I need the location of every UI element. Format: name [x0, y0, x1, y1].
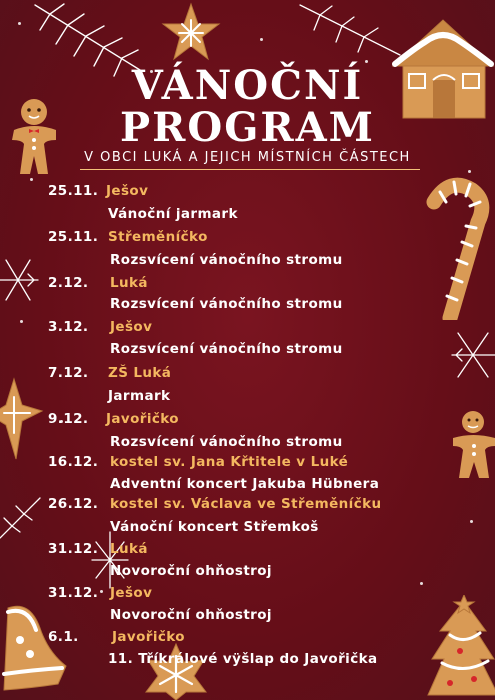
event-date: 3.12. — [48, 319, 89, 335]
event-place: kostel sv. Jana Křtitele v Luké — [110, 454, 349, 470]
event-desc-row — [0, 434, 495, 454]
poster-title-line1: VÁNOČNÍ — [131, 62, 364, 109]
event-row — [0, 183, 495, 203]
event-date: 31.12. — [48, 541, 99, 557]
poster-subtitle: V OBCI LUKÁ A JEJICH MÍSTNÍCH ČÁSTECH — [84, 150, 411, 165]
event-row — [0, 585, 495, 605]
event-desc-row — [0, 252, 495, 272]
event-desc-row — [0, 206, 495, 226]
event-desc-row — [0, 296, 495, 316]
event-place: kostel sv. Václava ve Střeměníčku — [110, 496, 382, 512]
event-description: Adventní koncert Jakuba Hübnera — [110, 476, 380, 492]
event-description: 11. Tříkrálové vÿšlap do Javořička — [108, 651, 378, 667]
subtitle-underline — [80, 169, 420, 170]
event-description: Rozsvícení vánočního stromu — [110, 341, 343, 357]
event-place: Ješov — [110, 319, 153, 335]
event-row — [0, 275, 495, 295]
event-date: 25.11. — [48, 229, 99, 245]
event-row — [0, 454, 495, 474]
event-description: Novoroční ohňostroj — [110, 563, 272, 579]
event-date: 31.12. — [48, 585, 99, 601]
event-date: 7.12. — [48, 365, 89, 381]
event-date: 26.12. — [48, 496, 99, 512]
event-desc-row — [0, 607, 495, 627]
event-date: 9.12. — [48, 411, 89, 427]
event-place: Ješov — [110, 585, 153, 601]
event-row — [0, 319, 495, 339]
event-desc-row — [0, 476, 495, 496]
event-description: Novoroční ohňostroj — [110, 607, 272, 623]
poster-title-line2: PROGRAM — [120, 104, 375, 151]
event-date: 6.1. — [48, 629, 79, 645]
event-desc-row — [0, 519, 495, 539]
event-desc-row — [0, 341, 495, 361]
event-row — [0, 365, 495, 385]
event-row — [0, 541, 495, 561]
event-date: 2.12. — [48, 275, 89, 291]
snowflake-dot — [18, 22, 21, 25]
star-cookie-icon — [160, 2, 222, 64]
event-description: Jarmark — [108, 388, 171, 404]
event-place: ZŠ Luká — [108, 365, 172, 381]
event-description: Rozsvícení vánočního stromu — [110, 252, 343, 268]
event-date: 16.12. — [48, 454, 99, 470]
event-place: Luká — [110, 275, 148, 291]
event-description: Rozsvícení vánočního stromu — [110, 434, 343, 450]
snowflake-dot — [30, 178, 33, 181]
event-desc-row — [0, 651, 495, 671]
event-place: Střeměníčko — [108, 229, 208, 245]
event-date: 25.11. — [48, 183, 99, 199]
event-row — [0, 629, 495, 649]
event-row — [0, 229, 495, 249]
snowflake-dot — [260, 38, 263, 41]
event-row — [0, 496, 495, 516]
event-desc-row — [0, 563, 495, 583]
event-description: Vánoční jarmark — [108, 206, 238, 222]
event-description: Rozsvícení vánočního stromu — [110, 296, 343, 312]
event-desc-row — [0, 388, 495, 408]
event-place: Javořičko — [112, 629, 185, 645]
event-row — [0, 411, 495, 431]
event-place: Javořičko — [106, 411, 179, 427]
event-place: Ješov — [106, 183, 149, 199]
event-description: Vánoční koncert Střemkoš — [110, 519, 319, 535]
event-place: Luká — [110, 541, 148, 557]
